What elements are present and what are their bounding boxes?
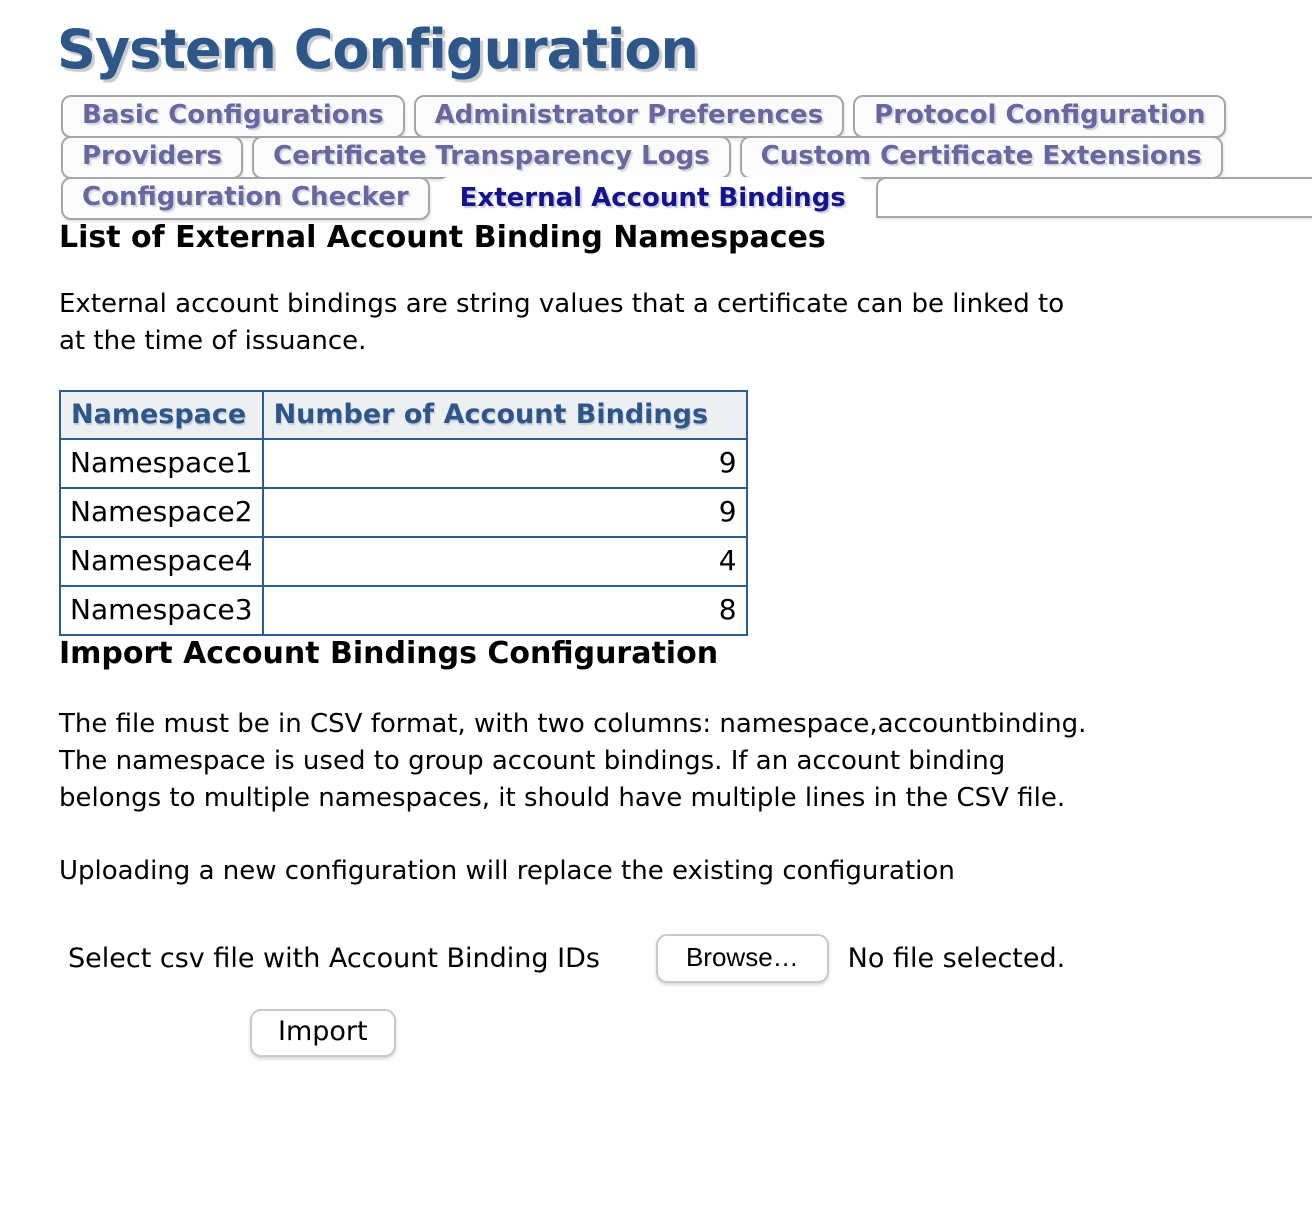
import-description xyxy=(59,706,1312,817)
page-title: System Configuration xyxy=(57,18,698,81)
namespaces-description-line-2: at the time of issuance. xyxy=(59,325,367,356)
import-description-line-1: The file must be in CSV format, with two columns: namespace,accountbinding. xyxy=(59,708,1087,739)
bindings-count-cell: 9 xyxy=(263,439,747,488)
file-select-label: Select csv file with Account Binding IDs xyxy=(68,942,600,974)
tab-row-3 xyxy=(61,177,1312,220)
file-select-row xyxy=(68,934,1312,983)
tab-protocol-configuration[interactable]: Protocol Configuration xyxy=(853,95,1226,138)
namespaces-table xyxy=(59,390,748,636)
tab-row-2 xyxy=(61,136,1312,179)
namespaces-description-line-1: External account bindings are string values that a certificate can be linked to xyxy=(59,288,1065,319)
namespaces-heading: List of External Account Binding Namespaces xyxy=(59,219,826,255)
import-note: Uploading a new configuration will replace the existing configuration xyxy=(59,855,955,886)
tab-certificate-transparency-logs[interactable]: Certificate Transparency Logs xyxy=(252,136,731,179)
bindings-count-cell: 8 xyxy=(263,586,747,635)
table-header-row xyxy=(60,391,747,439)
header-number-of-account-bindings: Number of Account Bindings xyxy=(263,391,747,439)
namespace-cell: Namespace1 xyxy=(60,439,263,488)
import-description-line-3: belongs to multiple namespaces, it should have multiple lines in the CSV file. xyxy=(59,782,1066,813)
file-status-text: No file selected. xyxy=(847,942,1066,974)
tab-basic-configurations[interactable]: Basic Configurations xyxy=(61,95,405,138)
table-row xyxy=(60,439,747,488)
tab-row-filler xyxy=(876,177,1312,218)
tab-administrator-preferences[interactable]: Administrator Preferences xyxy=(414,95,845,138)
tab-row-1 xyxy=(61,95,1312,138)
table-row xyxy=(60,586,747,635)
bindings-count-cell: 4 xyxy=(263,537,747,586)
table-row xyxy=(60,537,747,586)
namespace-cell: Namespace3 xyxy=(60,586,263,635)
import-button-row xyxy=(250,1009,1312,1057)
namespace-cell: Namespace2 xyxy=(60,488,263,537)
browse-button[interactable]: Browse… xyxy=(656,934,829,983)
bindings-count-cell: 9 xyxy=(263,488,747,537)
import-button[interactable]: Import xyxy=(250,1009,396,1057)
table-row xyxy=(60,488,747,537)
header-namespace: Namespace xyxy=(60,391,263,439)
tab-custom-certificate-extensions[interactable]: Custom Certificate Extensions xyxy=(740,136,1223,179)
main-content xyxy=(59,220,1312,1057)
import-heading: Import Account Bindings Configuration xyxy=(59,635,719,671)
tab-configuration-checker[interactable]: Configuration Checker xyxy=(61,177,430,220)
import-description-line-2: The namespace is used to group account bindings. If an account binding xyxy=(59,745,1006,776)
namespaces-description xyxy=(59,286,1312,360)
namespace-cell: Namespace4 xyxy=(60,537,263,586)
tab-external-account-bindings[interactable]: External Account Bindings xyxy=(439,177,867,220)
tab-providers[interactable]: Providers xyxy=(61,136,243,179)
